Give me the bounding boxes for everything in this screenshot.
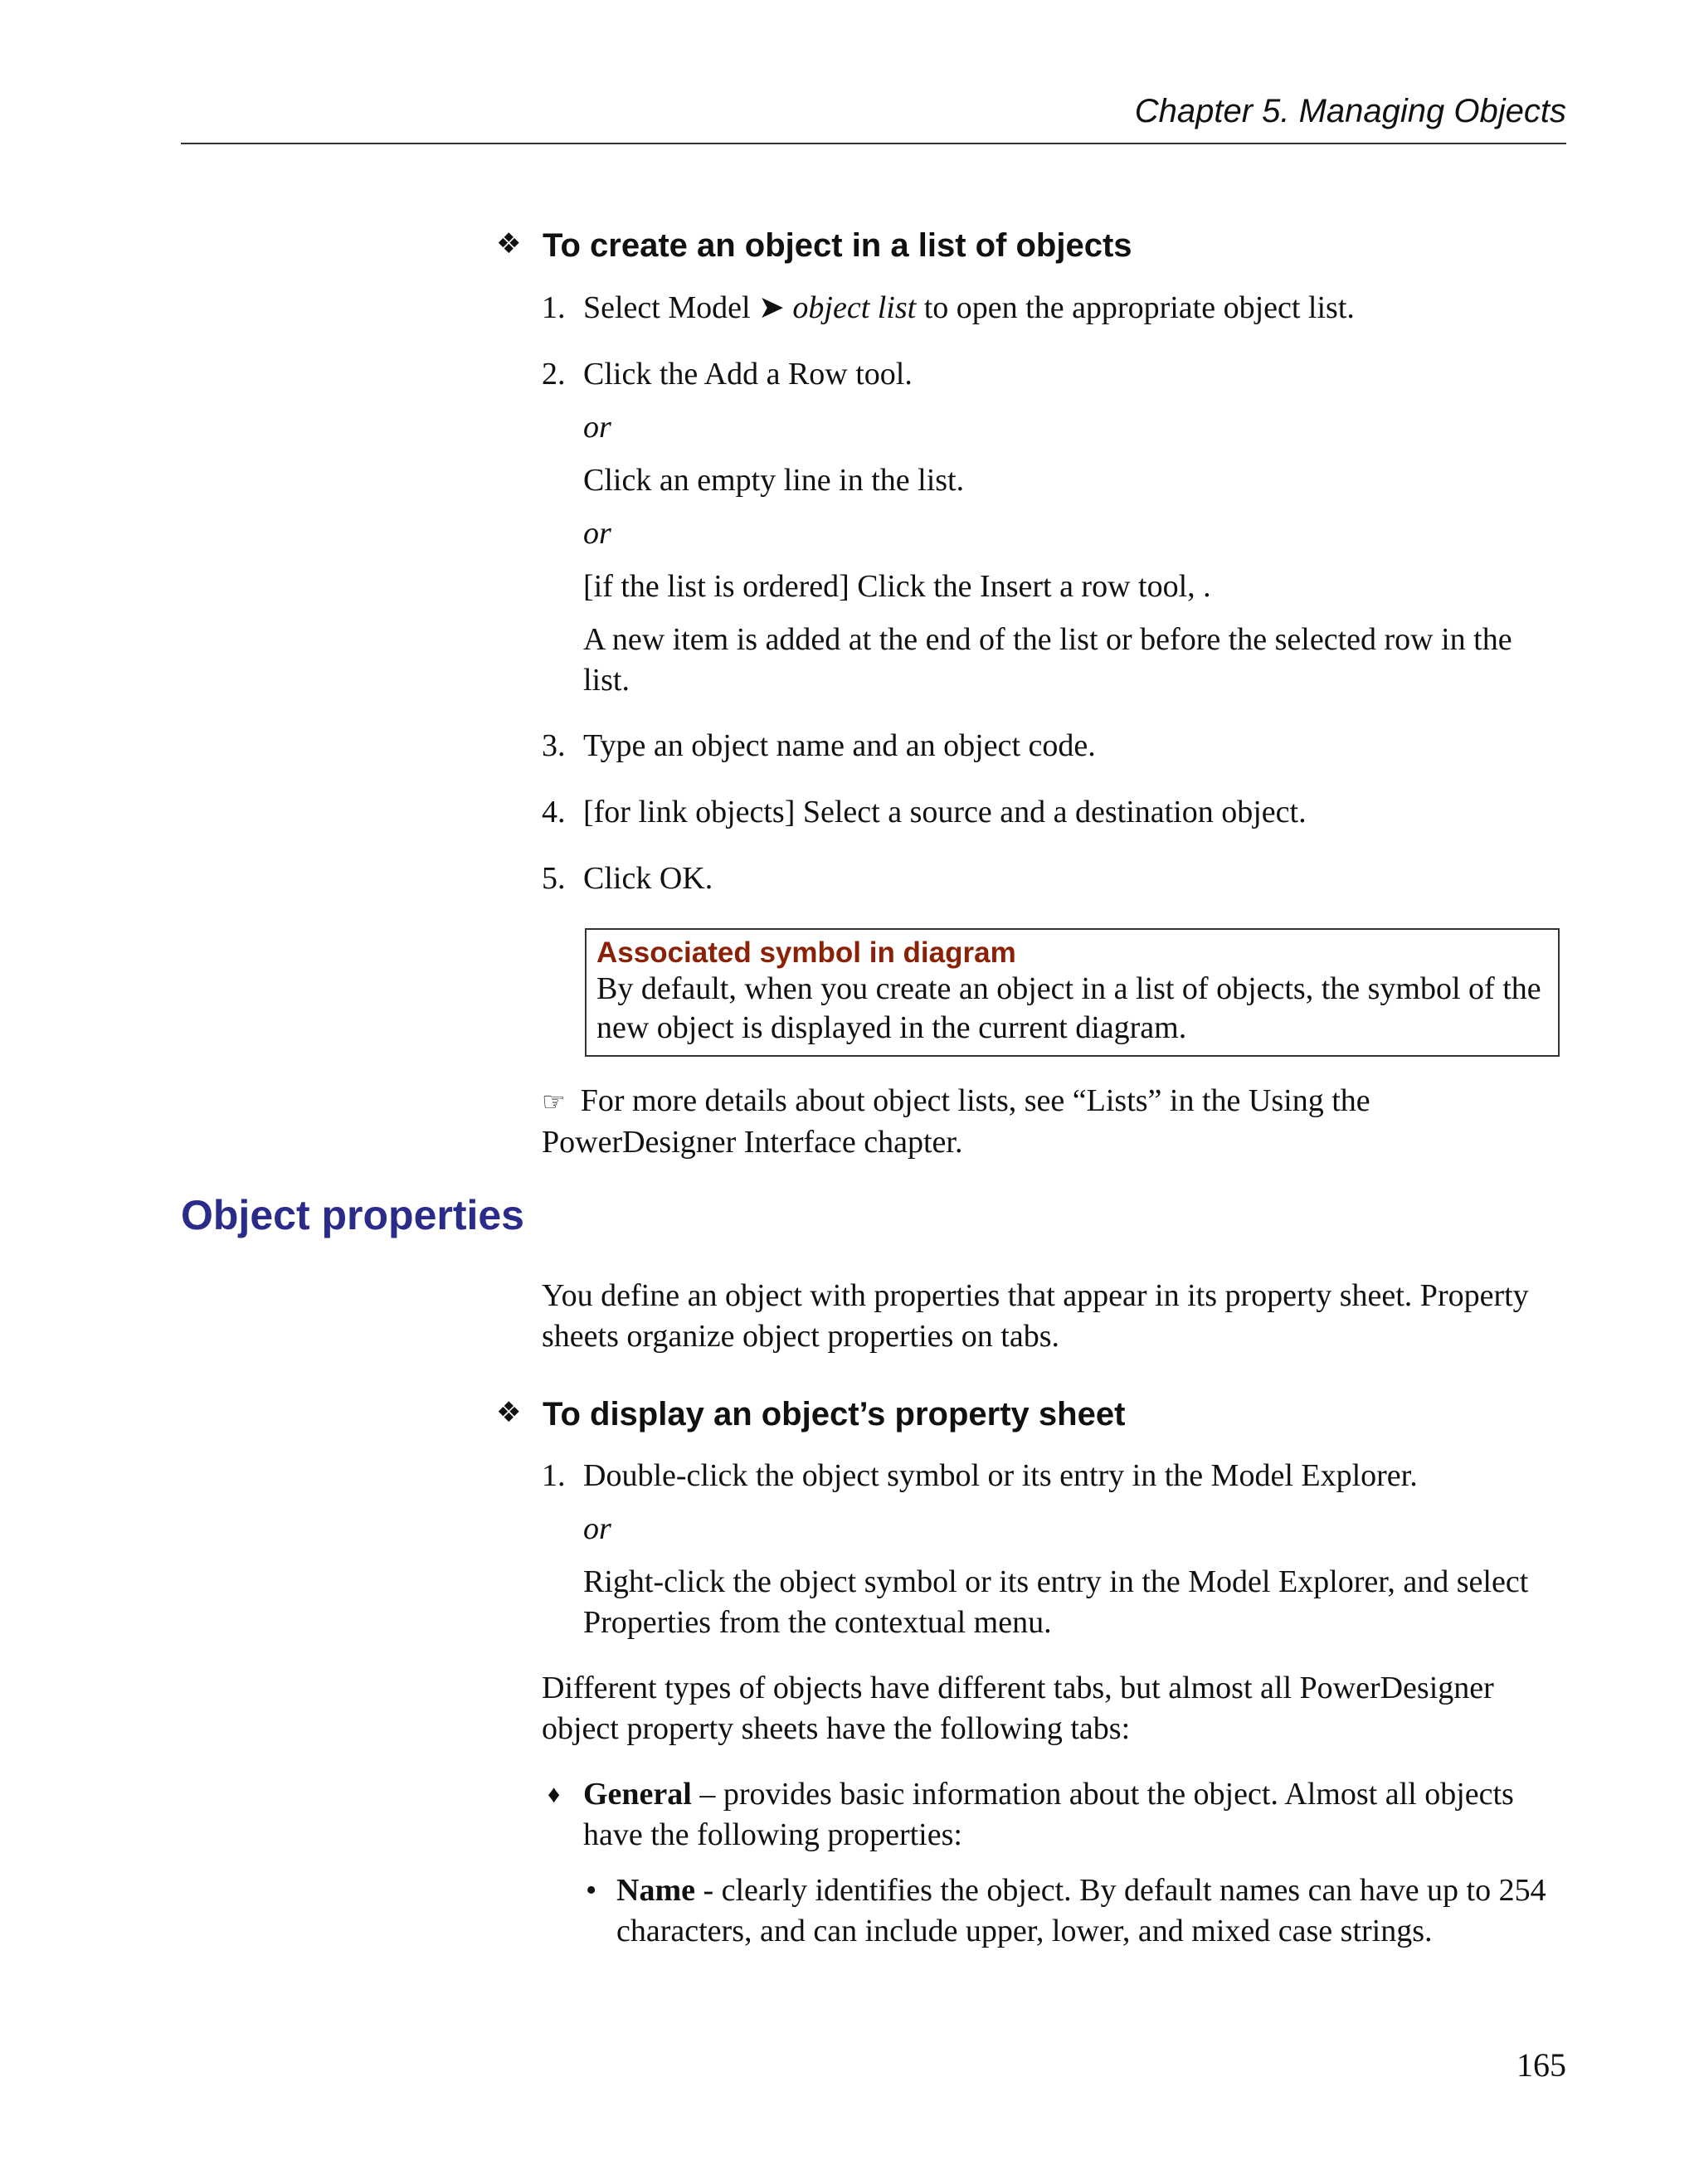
object-list-term: object list bbox=[792, 290, 917, 325]
alternative-or: or bbox=[583, 410, 611, 445]
note-box bbox=[585, 928, 1560, 1057]
list-item-label: General bbox=[583, 1777, 692, 1812]
tabs-intro: Different types of objects have different tabs, but almost all PowerDesigner object property sheets have the following tabs: bbox=[542, 1671, 1494, 1746]
pointing-hand-icon: ☞ bbox=[542, 1086, 566, 1117]
step-text: [for link objects] Select a source and a destination object. bbox=[583, 795, 1307, 829]
sub-list-item-label: Name bbox=[616, 1873, 695, 1908]
step-text: Right-click the object symbol or its entry in the Model Explorer, and select Properties from the contextual menu. bbox=[583, 1564, 1529, 1640]
step-number: 3. bbox=[542, 728, 566, 763]
page-number: 165 bbox=[1516, 2046, 1566, 2084]
cross-reference-text: For more details about object lists, see “Lists” in the Using the PowerDesigner Interface chapter. bbox=[542, 1083, 1370, 1160]
list-item-text: – provides basic information about the object. Almost all objects have the following properties: bbox=[583, 1777, 1514, 1852]
procedure-icon: ❖ bbox=[496, 1397, 522, 1428]
step-text: Double-click the object symbol or its entry in the Model Explorer. bbox=[583, 1458, 1418, 1493]
step-result: A new item is added at the end of the list or before the selected row in the list. bbox=[583, 622, 1512, 698]
step-number: 5. bbox=[542, 861, 566, 896]
list-item bbox=[583, 1774, 1562, 1856]
sub-list-item bbox=[616, 1870, 1562, 1952]
step-text: Click the Add a Row tool. bbox=[583, 357, 913, 392]
step-text-part: Select Model ➤ bbox=[583, 290, 793, 325]
step-number: 1. bbox=[542, 1458, 566, 1493]
note-title: Associated symbol in diagram bbox=[596, 936, 1016, 969]
running-header: Chapter 5. Managing Objects bbox=[1134, 93, 1566, 129]
cross-reference bbox=[542, 1081, 1562, 1163]
step-number: 4. bbox=[542, 795, 566, 829]
step-text-part: to open the appropriate object list. bbox=[916, 290, 1355, 325]
procedure-icon: ❖ bbox=[496, 228, 522, 260]
procedure-title: To create an object in a list of objects bbox=[543, 227, 1132, 264]
step-text: Type an object name and an object code. bbox=[583, 728, 1096, 763]
step-text: Click an empty line in the list. bbox=[583, 463, 965, 498]
alternative-or: or bbox=[583, 516, 611, 551]
step-text: Click OK. bbox=[583, 861, 713, 896]
step-number: 2. bbox=[542, 357, 566, 392]
step-number: 1. bbox=[542, 290, 566, 325]
procedure-title: To display an object’s property sheet bbox=[543, 1396, 1126, 1432]
header-rule bbox=[181, 143, 1566, 144]
diamond-bullet-icon: ♦ bbox=[548, 1781, 561, 1808]
step-text: [if the list is ordered] Click the Insert a row tool, . bbox=[583, 569, 1211, 604]
section-intro: You define an object with properties that appear in its property sheet. Property sheets organize object properties on tabs. bbox=[542, 1278, 1529, 1354]
bullet-icon: • bbox=[586, 1873, 597, 1908]
note-body: By default, when you create an object in a list of objects, the symbol of the new object is displayed in the current diagram. bbox=[596, 971, 1541, 1045]
alternative-or: or bbox=[583, 1511, 611, 1546]
section-heading: Object properties bbox=[181, 1192, 524, 1238]
sub-list-item-text: - clearly identifies the object. By default names can have up to 254 characters, and can include upper, lower, and mixed case strings. bbox=[616, 1873, 1546, 1948]
step-text bbox=[583, 288, 1562, 328]
